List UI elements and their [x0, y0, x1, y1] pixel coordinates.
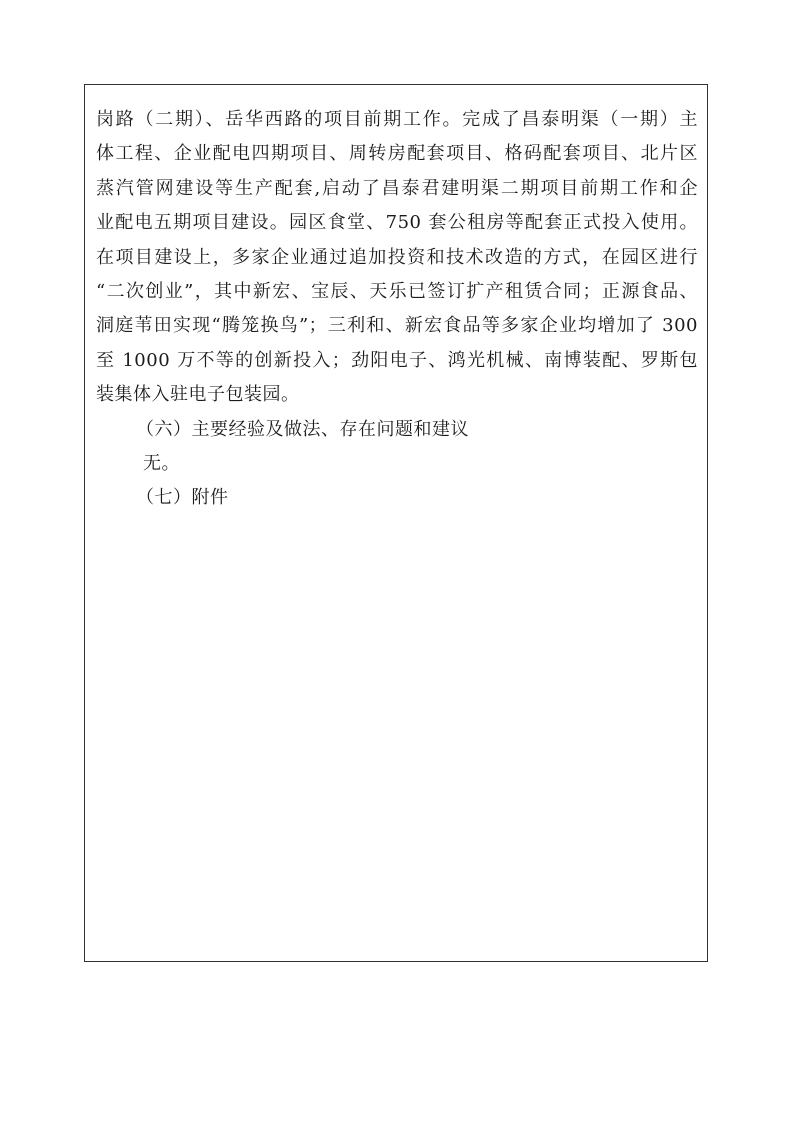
paragraph-line: 在项目建设上，多家企业通过追加投资和技术改造的方式，在园区进行	[96, 246, 698, 268]
content-frame	[84, 84, 708, 962]
section-six-body: 无。	[143, 453, 180, 475]
paragraph-line: 装集体入驻电子包装园。	[96, 384, 300, 406]
paragraph-line: 业配电五期项目建设。园区食堂、750 套公租房等配套正式投入使用。	[96, 212, 698, 234]
section-seven-heading: （七）附件	[136, 487, 229, 509]
paragraph-line: 至 1000 万不等的创新投入；劲阳电子、鸿光机械、南博装配、罗斯包	[96, 349, 698, 371]
paragraph-line: 岗路（二期）、岳华西路的项目前期工作。完成了昌泰明渠（一期）主	[96, 109, 698, 130]
body-paragraph	[96, 103, 698, 413]
section-six-heading: （六）主要经验及做法、存在问题和建议	[136, 418, 469, 440]
paragraph-line: 蒸汽管网建设等生产配套,启动了昌泰君建明渠二期项目前期工作和企	[96, 177, 698, 199]
paragraph-line: 洞庭苇田实现“腾笼换鸟”；三利和、新宏食品等多家企业均增加了 300	[96, 315, 698, 337]
document-body	[96, 103, 698, 516]
paragraph-line: “二次创业”，其中新宏、宝辰、天乐已签订扩产租赁合同；正源食品、	[96, 281, 698, 303]
paragraph-line: 体工程、企业配电四期项目、周转房配套项目、格码配套项目、北片区	[96, 143, 698, 165]
